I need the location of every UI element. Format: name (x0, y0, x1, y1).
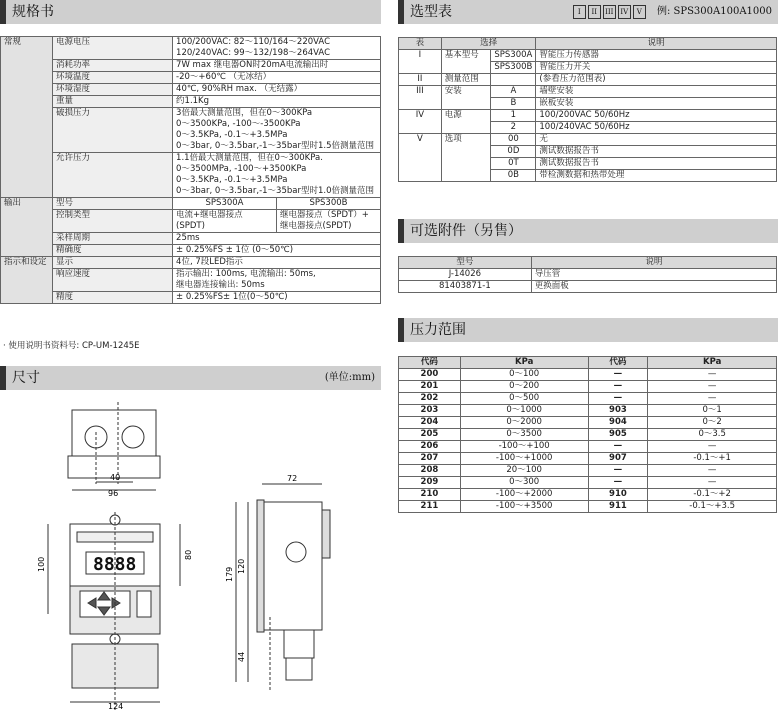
spec-item-value: 约1.1Kg (173, 96, 381, 108)
selection-row (399, 74, 777, 86)
spec-item-value: 继电器接点（SPDT）+ 继电器接点(SPDT) (277, 210, 381, 233)
spec-row (1, 210, 381, 233)
dim-w124: 124 (108, 702, 124, 711)
selection-box: II (588, 5, 601, 19)
prs-code: 206 (399, 441, 461, 453)
prs-code: 207 (399, 453, 461, 465)
prs-code: 204 (399, 417, 461, 429)
sel-group: 基本型号 (441, 50, 491, 74)
selection-box: V (633, 5, 646, 19)
sel-table-id: II (399, 74, 442, 86)
spec-item-value: 电流+继电器接点 (SPDT) (173, 210, 277, 233)
sel-table-id: I (399, 50, 442, 74)
spec-item-value: SPS300A (173, 198, 277, 210)
sel-group: 安装 (441, 86, 491, 110)
prs-kpa: 0～500 (460, 393, 588, 405)
dim-w72: 72 (287, 474, 298, 483)
spec-item-label: 重量 (52, 96, 172, 108)
prs-kpa: 0～100 (460, 369, 588, 381)
accessories-body (399, 269, 777, 293)
spec-body (1, 37, 381, 304)
dim-h179: 179 (225, 566, 234, 582)
acc-model: J-14026 (399, 269, 532, 281)
prs-kpa: — (648, 441, 777, 453)
acc-desc: 更换面板 (531, 281, 776, 293)
prs-code: 210 (399, 489, 461, 501)
spec-item-label: 电源电压 (52, 37, 172, 60)
prs-kpa: — (648, 381, 777, 393)
prs-code: 211 (399, 501, 461, 513)
spec-item-value: 25ms (173, 233, 381, 245)
led-display: 8888 (93, 554, 137, 575)
selection-body (399, 50, 777, 182)
sel-table-id: IV (399, 110, 442, 134)
spec-row (1, 96, 381, 108)
prs-col-code2: 代码 (588, 357, 648, 369)
spec-item-value: 3倍最大测量范围，但在0～300KPa 0～3500KPa, -100～-3500KPa 0～3.5KPa, -0.1～+3.5MPa 0～3bar, 0～3.5bar,-1～35bar型时1.5倍测量范围 (173, 108, 381, 153)
pressure-row (399, 465, 777, 477)
prs-code: 903 (588, 405, 648, 417)
spec-item-label: 型号 (52, 198, 172, 210)
spec-item-label: 显示 (52, 257, 172, 269)
selection-row (399, 50, 777, 62)
prs-kpa: 0～200 (460, 381, 588, 393)
prs-code: — (588, 369, 648, 381)
selection-boxes (571, 6, 646, 17)
prs-code: 905 (588, 429, 648, 441)
accessory-row (399, 269, 777, 281)
spec-item-value: 指示输出: 100ms, 电流输出: 50ms, 继电器连接输出: 50ms (173, 269, 381, 292)
prs-code: 201 (399, 381, 461, 393)
sel-desc: 智能压力开关 (536, 62, 777, 74)
prs-code: — (588, 441, 648, 453)
prs-kpa: -0.1～+3.5 (648, 501, 777, 513)
acc-model: 81403871-1 (399, 281, 532, 293)
manual-note: · 使用说明书资料号: CP-UM-1245E (3, 341, 140, 351)
dim-h100: 100 (37, 556, 46, 572)
pressure-row (399, 393, 777, 405)
spec-item-value: ± 0.25%FS± 1位(0～50℃) (173, 292, 381, 304)
prs-col-kpa2: KPa (648, 357, 777, 369)
sel-table-id: III (399, 86, 442, 110)
sel-desc: 嵌板安装 (536, 98, 777, 110)
prs-code: 911 (588, 501, 648, 513)
prs-kpa: — (648, 393, 777, 405)
prs-kpa: 0～3.5 (648, 429, 777, 441)
pressure-row (399, 381, 777, 393)
accessories-header (398, 219, 778, 243)
prs-kpa: 0～300 (460, 477, 588, 489)
spec-item-label: 允许压力 (52, 153, 172, 198)
prs-kpa: — (648, 465, 777, 477)
accessories-table (398, 256, 777, 293)
spec-row (1, 37, 381, 60)
spec-row (1, 108, 381, 153)
spec-row (1, 72, 381, 84)
sel-table-id: V (399, 134, 442, 182)
spec-item-value: SPS300B (277, 198, 381, 210)
spec-item-value: 40℃, 90%RH max. （无结露） (173, 84, 381, 96)
sel-code (491, 74, 536, 86)
sel-code: SPS300B (491, 62, 536, 74)
spec-item-label: 破损压力 (52, 108, 172, 153)
prs-kpa: -0.1～+2 (648, 489, 777, 501)
pressure-body (399, 369, 777, 513)
selection-header-row (399, 38, 777, 50)
sel-group: 选项 (441, 134, 491, 182)
spec-row (1, 245, 381, 257)
prs-code: 910 (588, 489, 648, 501)
spec-row (1, 198, 381, 210)
acc-desc: 导压管 (531, 269, 776, 281)
spec-item-value: 4位, 7段LED指示 (173, 257, 381, 269)
sel-desc: 智能压力传感器 (536, 50, 777, 62)
spec-title: 规格书 (12, 4, 54, 20)
spec-row (1, 153, 381, 198)
sel-code: SPS300A (491, 50, 536, 62)
prs-code: 200 (399, 369, 461, 381)
spec-row (1, 269, 381, 292)
selection-table (398, 37, 777, 182)
spec-item-value: 100/200VAC: 82～110/164～220VAC 120/240VAC: 99～132/198～264VAC (173, 37, 381, 60)
spec-item-value: -20～+60℃ （无冰结） (173, 72, 381, 84)
prs-code: — (588, 477, 648, 489)
prs-kpa: 0～2000 (460, 417, 588, 429)
sel-desc: 100/240VAC 50/60Hz (536, 122, 777, 134)
pressure-row (399, 501, 777, 513)
sel-group: 电源 (441, 110, 491, 134)
dimensions-title: 尺寸 (12, 370, 40, 386)
spec-item-label: 控制类型 (52, 210, 172, 233)
sel-desc: 无 (536, 134, 777, 146)
dim-w40: 40 (110, 473, 121, 482)
selection-header (398, 0, 778, 24)
selection-row (399, 110, 777, 122)
pressure-header (398, 318, 778, 342)
selection-title: 选型表 (410, 4, 452, 20)
pressure-row (399, 369, 777, 381)
sel-code: 2 (491, 122, 536, 134)
spec-section-label: 常规 (1, 37, 53, 198)
pressure-row (399, 417, 777, 429)
pressure-title: 压力范围 (410, 322, 466, 338)
selection-box: III (603, 5, 616, 19)
dim-h44: 44 (237, 651, 246, 662)
acc-col-desc: 说明 (531, 257, 776, 269)
sel-code: 0B (491, 170, 536, 182)
prs-kpa: 0～1000 (460, 405, 588, 417)
dimension-drawing (0, 392, 381, 727)
selection-row (399, 134, 777, 146)
prs-kpa: — (648, 369, 777, 381)
selection-box: IV (618, 5, 631, 19)
selection-row (399, 86, 777, 98)
spec-item-value: 7W max 继电器ON时20mA电流输出时 (173, 60, 381, 72)
prs-kpa: -100～+100 (460, 441, 588, 453)
spec-item-value: ± 0.25%FS ± 1位 (0～50℃) (173, 245, 381, 257)
selection-example: 例: SPS300A100A1000 (656, 6, 772, 17)
prs-code: 208 (399, 465, 461, 477)
prs-kpa: 0～3500 (460, 429, 588, 441)
pressure-row (399, 429, 777, 441)
sel-code: 0D (491, 146, 536, 158)
sel-col-table: 表 (399, 38, 442, 50)
spec-item-label: 环境温度 (52, 72, 172, 84)
pressure-row (399, 405, 777, 417)
prs-col-code1: 代码 (399, 357, 461, 369)
sel-col-desc: 说明 (536, 38, 777, 50)
prs-code: 209 (399, 477, 461, 489)
spec-row (1, 60, 381, 72)
pressure-header-row (399, 357, 777, 369)
spec-row (1, 233, 381, 245)
pressure-row (399, 477, 777, 489)
spec-table (0, 36, 381, 304)
spec-header (0, 0, 381, 24)
prs-code: 904 (588, 417, 648, 429)
sel-code: 0T (491, 158, 536, 170)
spec-item-label: 精确度 (52, 245, 172, 257)
prs-kpa: 0～2 (648, 417, 777, 429)
selection-box: I (573, 5, 586, 19)
prs-code: 202 (399, 393, 461, 405)
accessory-row (399, 281, 777, 293)
pressure-row (399, 489, 777, 501)
acc-col-model: 型号 (399, 257, 532, 269)
dim-h80: 80 (184, 549, 193, 560)
prs-code: 907 (588, 453, 648, 465)
sel-code: B (491, 98, 536, 110)
prs-col-kpa1: KPa (460, 357, 588, 369)
accessories-header-row (399, 257, 777, 269)
sel-desc: (参看压力范围表) (536, 74, 777, 86)
sel-group: 测量范围 (441, 74, 491, 86)
prs-kpa: -100～+2000 (460, 489, 588, 501)
dim-h120: 120 (237, 558, 246, 574)
sel-code: 00 (491, 134, 536, 146)
sel-desc: 墙壁安装 (536, 86, 777, 98)
spec-section-label: 输出 (1, 198, 53, 257)
prs-kpa: -100～+3500 (460, 501, 588, 513)
prs-kpa: -100～+1000 (460, 453, 588, 465)
prs-kpa: 20～100 (460, 465, 588, 477)
spec-row (1, 257, 381, 269)
prs-kpa: 0～1 (648, 405, 777, 417)
pressure-row (399, 453, 777, 465)
sel-desc: 带检测数据和热带处理 (536, 170, 777, 182)
sel-col-choice: 选择 (441, 38, 536, 50)
spec-item-label: 环境湿度 (52, 84, 172, 96)
dim-w96: 96 (108, 489, 119, 498)
accessories-title: 可选附件（另售） (410, 223, 522, 239)
dimensions-header (0, 366, 381, 390)
prs-kpa: — (648, 477, 777, 489)
spec-row (1, 292, 381, 304)
spec-item-label: 精度 (52, 292, 172, 304)
prs-code: — (588, 465, 648, 477)
spec-item-label: 采样周期 (52, 233, 172, 245)
sel-desc: 100/200VAC 50/60Hz (536, 110, 777, 122)
dimensions-unit: (单位:mm) (324, 372, 375, 383)
spec-item-label: 消耗功率 (52, 60, 172, 72)
sel-code: 1 (491, 110, 536, 122)
pressure-row (399, 441, 777, 453)
prs-code: 203 (399, 405, 461, 417)
prs-kpa: -0.1～+1 (648, 453, 777, 465)
spec-section-label: 指示和设定 (1, 257, 53, 304)
prs-code: 205 (399, 429, 461, 441)
selection-example-area (571, 0, 772, 24)
prs-code: — (588, 381, 648, 393)
spec-row (1, 84, 381, 96)
prs-code: — (588, 393, 648, 405)
sel-desc: 测试数据报告书 (536, 158, 777, 170)
spec-item-label: 响应速度 (52, 269, 172, 292)
spec-item-value: 1.1倍最大测量范围，但在0～300KPa. 0～3500MPa, -100～+3500KPa 0～3.5KPa, -0.1～+3.5MPa 0～3bar, 0～3.5bar,-1～35bar型时1.0倍测量范围 (173, 153, 381, 198)
sel-code: A (491, 86, 536, 98)
pressure-table (398, 356, 777, 513)
sel-desc: 测试数据报告书 (536, 146, 777, 158)
